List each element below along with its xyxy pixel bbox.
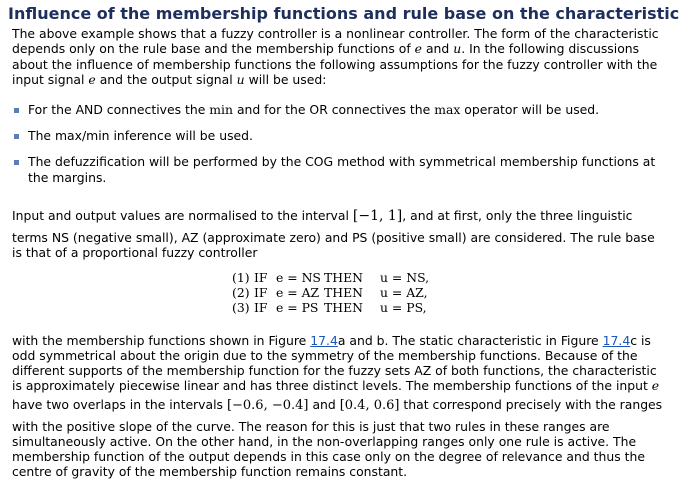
text-span: input signal: [12, 72, 85, 87]
operator-min: min: [209, 102, 233, 117]
rule-if: IF: [254, 285, 268, 300]
text-span: For the AND connectives the: [28, 102, 206, 117]
paragraph-3-line-5: [12, 397, 662, 413]
rule-consequent: u = NS,: [380, 270, 430, 285]
interval-positive: [0.4, 0.6]: [339, 398, 400, 413]
paragraph-2-line-1: [12, 208, 632, 224]
text-span: , and at first, only the three linguistic: [402, 208, 633, 223]
symbol-e: e: [88, 72, 96, 87]
operator-max: max: [434, 102, 461, 117]
bullet-1: [28, 102, 599, 117]
rule-if: IF: [254, 270, 268, 285]
paragraph-3-line-4: [12, 378, 659, 393]
rule-then: THEN: [324, 300, 363, 315]
text-span: have two overlaps in the intervals: [12, 397, 223, 412]
text-span: and the output signal: [99, 72, 233, 87]
text-span: with the membership functions shown in Figure: [12, 333, 307, 348]
symbol-u: u: [453, 41, 462, 56]
paragraph-1-line-1: The above example shows that a fuzzy controller is a nonlinear controller. The form of the characteristic: [12, 26, 659, 41]
text-span: operator will be used.: [464, 102, 600, 117]
paragraph-3-line-6: with the positive slope of the curve. The reason for this is just that two rules in these ranges are: [12, 419, 610, 434]
symbol-e: e: [651, 378, 660, 393]
bullet-marker: [14, 108, 19, 113]
paragraph-3-line-1: [12, 333, 651, 348]
paragraph-3-line-3: different supports of the membership function for the fuzzy sets AZ of both functions, the characteristic: [12, 363, 657, 378]
paragraph-2-line-2: terms NS (negative small), AZ (approximate zero) and PS (positive small) are considered. The rule base: [12, 230, 655, 245]
paragraph-1-line-2: [12, 41, 639, 56]
bullet-2: The max/min inference will be used.: [28, 128, 253, 143]
bullet-marker: [14, 134, 19, 139]
paragraph-3-line-7: simultaneously active. On the other hand, in the non-overlapping ranges only one rule is active. The: [12, 434, 637, 449]
interval-minus-one-one: [−1, 1]: [352, 208, 403, 224]
text-span: Input and output values are normalised to the interval: [12, 208, 349, 223]
bullet-3-line-1: The defuzzification will be performed by the COG method with symmetrical membership functions at: [28, 154, 656, 169]
rule-number: (2): [232, 285, 250, 300]
paragraph-3-line-2: odd symmetrical about the origin due to the symmetry of the membership functions. Because of the: [12, 348, 638, 363]
symbol-e: e: [414, 41, 422, 56]
paragraph-3-line-8: membership function of the output depends in this case only on the degree of relevance and thus the: [12, 449, 645, 464]
text-span: and: [312, 397, 336, 412]
text-span: a and b. The static characteristic in Figure: [337, 333, 599, 348]
text-span: will be used:: [248, 72, 327, 87]
text-span: that correspond precisely with the ranges: [403, 397, 663, 412]
text-span: . In the following discussions: [461, 41, 640, 56]
rule-antecedent: e = AZ: [276, 285, 320, 300]
rule-then: THEN: [324, 285, 363, 300]
bullet-3-line-2: the margins.: [28, 170, 107, 185]
figure-link-17-4c[interactable]: 17.4: [602, 333, 631, 348]
rule-number: (3): [232, 300, 250, 315]
figure-link-17-4a[interactable]: 17.4: [310, 333, 338, 348]
rule-consequent: u = AZ,: [380, 285, 428, 300]
text-span: c is: [630, 333, 651, 348]
paragraph-3-line-9: centre of gravity of the membership function remains constant.: [12, 464, 408, 479]
text-span: and for the OR connectives the: [236, 102, 431, 117]
rule-antecedent: e = PS: [276, 300, 319, 315]
paragraph-1-line-4: [12, 72, 326, 87]
text-span: is approximately piecewise linear and has three distinct levels. The membership functions of the input: [12, 378, 648, 393]
symbol-u: u: [236, 72, 245, 87]
text-span: depends only on the rule base and the membership functions of: [12, 41, 411, 56]
rule-antecedent: e = NS: [276, 270, 321, 285]
bullet-marker: [14, 160, 19, 165]
text-span: and: [425, 41, 450, 56]
paragraph-2-line-3: is that of a proportional fuzzy controller: [12, 245, 258, 260]
interval-negative: [−0.6, −0.4]: [226, 398, 309, 413]
section-heading: Influence of the membership functions and rule base on the characteristic: [8, 4, 679, 23]
rule-consequent: u = PS,: [380, 300, 427, 315]
paragraph-1-line-3: about the influence of membership functions the following assumptions for the fuzzy controller with the: [12, 57, 658, 72]
rule-if: IF: [254, 300, 268, 315]
rule-number: (1): [232, 270, 250, 285]
rule-then: THEN: [324, 270, 363, 285]
